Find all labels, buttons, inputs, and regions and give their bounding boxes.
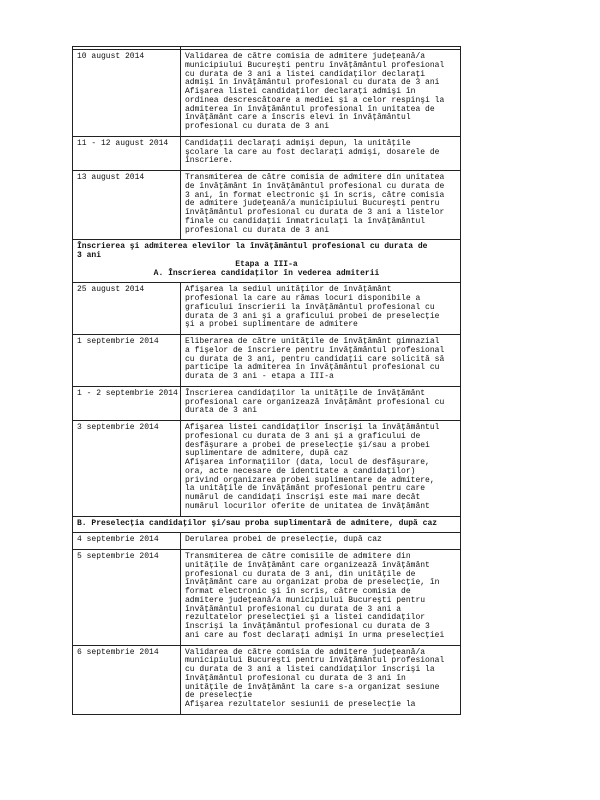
activity-line: Validarea de către comisia de admitere judeţeană/a xyxy=(185,647,426,657)
activity-line: Transmiterea de către comisiile de admitere din xyxy=(185,552,411,561)
section-heading-row xyxy=(73,516,461,533)
activity-line: cu durata de 3 ani a listei candidaţilor înscrişi la xyxy=(185,665,435,674)
schedule-document xyxy=(72,46,460,715)
activity-line: de admitere judeţeană/a municipiului Bucureşti pentru xyxy=(185,199,440,209)
activity-line: Validarea de către comisia de admitere judeţeană/a xyxy=(185,52,426,61)
activity-line: cu durata de 3 ani, pentru candidaţii care solicită să xyxy=(185,354,445,364)
activity-line: a fişelor de înscriere pentru învăţământul profesional xyxy=(185,345,445,355)
schedule-date: 4 septembrie 2014 xyxy=(73,533,181,550)
schedule-date: 1 septembrie 2014 xyxy=(73,335,181,387)
schedule-activity xyxy=(181,171,461,240)
activity-line: profesional cu durata de 3 ani, din unităţile de xyxy=(185,569,416,579)
activity-line: învăţământul profesional cu durata de 3 ani a listelor xyxy=(185,208,445,217)
schedule-date: 5 septembrie 2014 xyxy=(73,550,181,646)
schedule-row xyxy=(73,550,461,646)
section-heading xyxy=(73,516,461,533)
schedule-date: 6 septembrie 2014 xyxy=(73,645,181,714)
schedule-row xyxy=(73,283,461,335)
activity-line: municipiului Bucureşti pentru învăţământul profesional xyxy=(185,656,445,666)
schedule-row xyxy=(73,421,461,517)
activity-line: şcolare la care au fost declaraţi admişi, dosarele de xyxy=(185,147,440,157)
schedule-row xyxy=(73,645,461,714)
section-heading-row xyxy=(73,240,461,283)
activity-line: privind organizarea probei suplimentare de admitere, xyxy=(185,475,435,485)
schedule-table-body xyxy=(73,47,461,715)
activity-line: numărul locurilor oferite de unitatea de învăţământ xyxy=(185,501,430,511)
schedule-activity xyxy=(181,283,461,335)
section-heading xyxy=(73,240,461,283)
schedule-row xyxy=(73,50,461,137)
section-heading-line: Etapa a III-a xyxy=(235,259,298,269)
activity-line: Afişarea rezultatelor sesiunii de preselecţie la xyxy=(185,700,416,709)
section-heading-line: Înscrierea şi admiterea elevilor la învăţământul profesional cu durata de xyxy=(77,242,428,252)
activity-line: profesional cu durata de 3 ani xyxy=(185,225,330,235)
activity-line: învăţământul profesional cu durata de 3 ani în xyxy=(185,673,406,683)
section-heading-line: A. Înscrierea candidaţilor în vederea admiterii xyxy=(153,268,380,278)
schedule-activity xyxy=(181,386,461,420)
schedule-row xyxy=(73,136,461,170)
schedule-row xyxy=(73,171,461,240)
activity-line: admiterea în învăţământul profesional în unitatea de xyxy=(185,104,435,114)
activity-line: învăţământ care a înscris elevi în învăţământul xyxy=(185,113,411,123)
activity-line: participe la admiterea în învăţământul profesional cu xyxy=(185,363,440,373)
schedule-activity xyxy=(181,645,461,714)
section-heading-line: 3 ani xyxy=(77,251,102,260)
activity-line: desfăşurare a probei de preselecţie şi/sau a probei xyxy=(185,440,430,450)
activity-line: format electronic şi în scris, către comisia de xyxy=(185,587,411,596)
activity-line: unităţile de învăţământ care organizează învăţământ xyxy=(185,560,430,570)
activity-line: ora, acte necesare de identitate a candidaţilor) xyxy=(185,466,416,476)
activity-line: durata de 3 ani - etapa a III-a xyxy=(185,372,334,381)
activity-line: Eliberarea de către unităţile de învăţământ gimnazial xyxy=(185,337,440,346)
activity-line: cu durata de 3 ani a listei candidaţilor declaraţi xyxy=(185,69,426,79)
activity-line: unităţile de învăţământ la care s-a organizat sesiune xyxy=(185,682,440,692)
activity-line: graficului înscrierii la învăţământul profesional cu xyxy=(185,302,435,312)
activity-line: Afişarea informaţiilor (data, locul de desfăşurare, xyxy=(185,458,430,467)
schedule-activity xyxy=(181,533,461,550)
schedule-date: 13 august 2014 xyxy=(73,171,181,240)
schedule-row xyxy=(73,386,461,420)
schedule-activity xyxy=(181,136,461,170)
activity-line: şi a probei suplimentare de admitere xyxy=(185,320,358,330)
activity-line: municipiului Bucureşti pentru învăţământul profesional xyxy=(185,60,445,70)
activity-line: de învăţământ în învăţământul profesional cu durata de xyxy=(185,181,445,191)
activity-line: profesional cu durata de 3 ani xyxy=(185,122,330,131)
activity-line: ordinea descrescătoare a mediei şi a celor respinşi la xyxy=(185,95,445,105)
activity-line: de preselecţie xyxy=(185,691,253,701)
activity-line: finale cu candidaţii înmatriculaţi la învăţământul xyxy=(185,216,426,226)
activity-line: la unităţile de învăţământ profesional pentru care xyxy=(185,484,426,494)
schedule-activity xyxy=(181,550,461,646)
activity-line: admişi în învăţământul profesional cu durata de 3 ani xyxy=(185,78,440,88)
activity-line: profesional care organizează învăţământ profesional cu xyxy=(185,397,445,407)
activity-line: profesional cu durata de 3 ani şi a graficului de xyxy=(185,431,421,441)
activity-line: Transmiterea de către comisia de admitere din unitatea xyxy=(185,173,445,182)
activity-line: rezultatelor preselecţiei şi a listei candidaţilor xyxy=(185,613,426,623)
schedule-row xyxy=(73,335,461,387)
schedule-date: 1 - 2 septembrie 2014 xyxy=(73,386,181,420)
activity-line: înscrişi la învăţământul profesional cu durata de 3 xyxy=(185,622,430,631)
activity-line: ani care au fost declaraţi admişi în urma preselecţiei xyxy=(185,630,445,640)
schedule-date: 11 - 12 august 2014 xyxy=(73,136,181,170)
activity-line: suplimentare de admitere, după caz xyxy=(185,449,349,459)
section-heading-line: B. Preselecţia candidaţilor şi/sau proba suplimentară de admitere, după caz xyxy=(77,518,438,528)
schedule-activity xyxy=(181,335,461,387)
activity-line: durata de 3 ani şi a graficului probei de preselecţie xyxy=(185,311,440,321)
activity-line: durata de 3 ani xyxy=(185,406,258,416)
activity-line: înscriere. xyxy=(185,156,234,166)
activity-line: Derularea probei de preselecţie, după caz xyxy=(185,535,382,545)
schedule-date: 25 august 2014 xyxy=(73,283,181,335)
activity-line: Afişarea listei candidaţilor declaraţi admişi în xyxy=(185,87,416,96)
activity-line: 3 ani, în format electronic şi în scris, către comisia xyxy=(185,190,445,200)
activity-line: învăţământ care au organizat proba de preselecţie, în xyxy=(185,578,440,588)
schedule-activity xyxy=(181,421,461,517)
activity-line: Afişarea la sediul unităţilor de învăţământ xyxy=(185,285,392,295)
activity-line: învăţământul profesional cu durata de 3 ani a xyxy=(185,604,402,614)
activity-line: Afişarea listei candidaţilor înscrişi la învăţământul xyxy=(185,423,440,432)
schedule-date: 10 august 2014 xyxy=(73,50,181,137)
schedule-row xyxy=(73,533,461,550)
admission-schedule-table xyxy=(72,46,461,715)
activity-line: admitere judeţeană/a municipiului Bucureşti pentru xyxy=(185,595,426,605)
activity-line: profesional la care au rămas locuri disponibile a xyxy=(185,294,421,303)
schedule-date: 3 septembrie 2014 xyxy=(73,421,181,517)
activity-line: Candidaţii declaraţi admişi depun, la unităţile xyxy=(185,138,411,148)
activity-line: Înscrierea candidaţilor la unităţile de învăţământ xyxy=(185,388,426,398)
activity-line: numărul de candidaţi înscrişi este mai mare decât xyxy=(185,493,421,502)
schedule-activity xyxy=(181,50,461,137)
